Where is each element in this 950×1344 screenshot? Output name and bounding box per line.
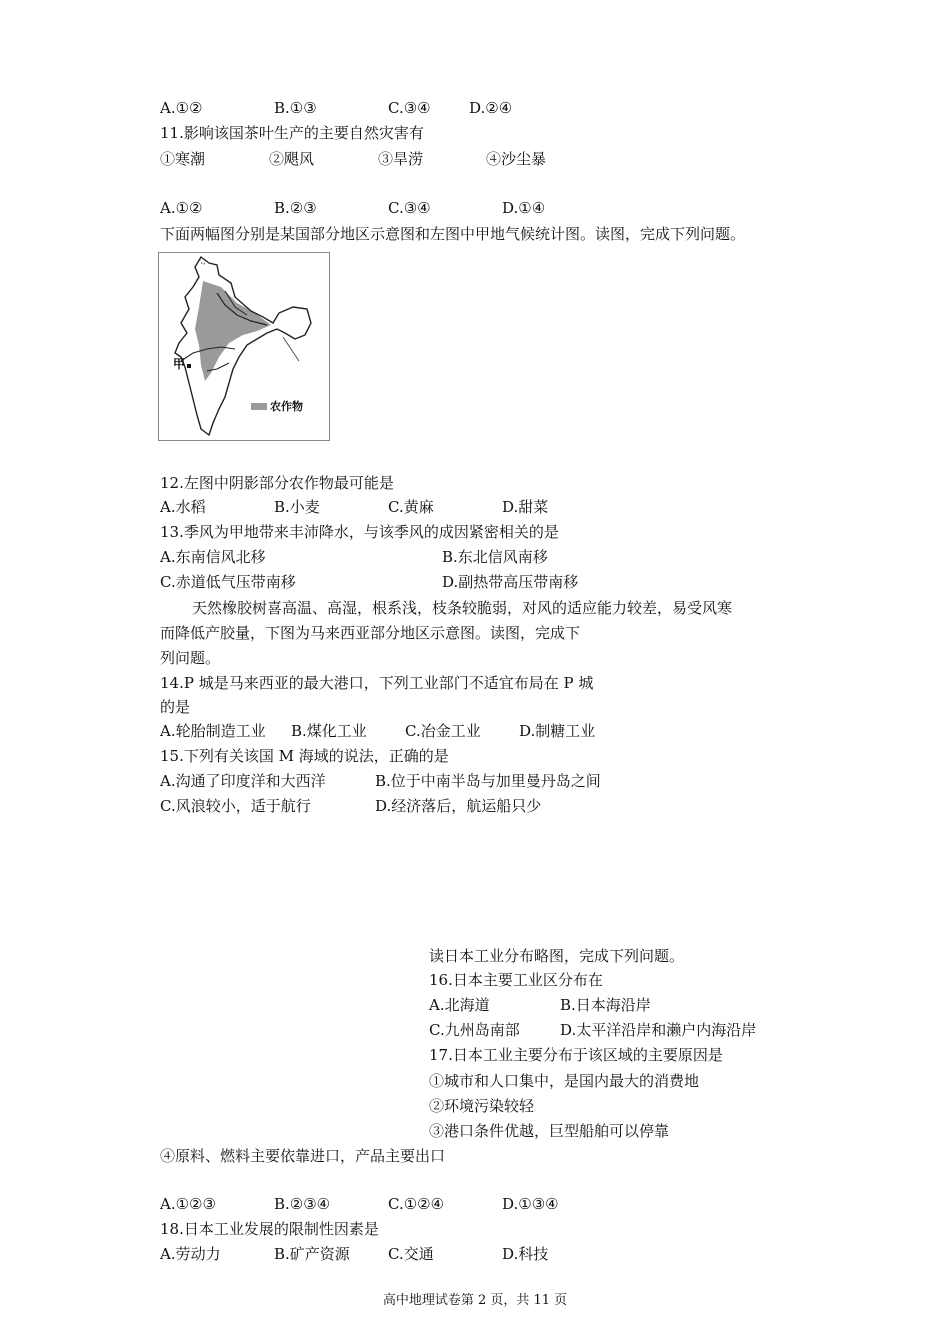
q15-option-c: C.风浪较小，适于航行 bbox=[160, 797, 311, 815]
q10-option-a: A.①② bbox=[160, 99, 203, 117]
legend-label: 农作物 bbox=[270, 400, 303, 413]
q11-option-b: B.②③ bbox=[274, 199, 317, 217]
q14-option-b: B.煤化工业 bbox=[291, 722, 367, 740]
q13-stem: 13.季风为甲地带来丰沛降水，与该季风的成因紧密相关的是 bbox=[160, 523, 559, 541]
q11-option-c: C.③④ bbox=[388, 199, 431, 217]
q14-stem-line1: 14.P 城是马来西亚的最大港口，下列工业部门不适宜布局在 P 城 bbox=[160, 674, 594, 692]
q12-option-c: C.黄麻 bbox=[388, 498, 434, 516]
q18-option-a: A.劳动力 bbox=[160, 1245, 221, 1263]
q11-item-1: ①寒潮 bbox=[160, 150, 206, 168]
q17-item-1: ①城市和人口集中，是国内最大的消费地 bbox=[429, 1072, 700, 1090]
q15-option-a: A.沟通了印度洋和大西洋 bbox=[160, 772, 326, 790]
q18-stem: 18.日本工业发展的限制性因素是 bbox=[160, 1220, 379, 1238]
q15-option-d: D.经济落后，航运船只少 bbox=[375, 797, 542, 815]
q13-option-d: D.副热带高压带南移 bbox=[442, 573, 579, 591]
q17-option-a: A.①②③ bbox=[160, 1195, 216, 1213]
malaysia-intro-line3: 列问题。 bbox=[160, 649, 221, 667]
q13-option-a: A.东南信风北移 bbox=[160, 548, 266, 566]
q12-stem: 12.左图中阴影部分农作物最可能是 bbox=[160, 474, 394, 492]
q11-option-d: D.①④ bbox=[502, 199, 546, 217]
q18-option-d: D.科技 bbox=[502, 1245, 549, 1263]
q17-option-b: B.②③④ bbox=[274, 1195, 331, 1213]
q14-option-d: D.制糖工业 bbox=[519, 722, 596, 740]
q11-option-a: A.①② bbox=[160, 199, 203, 217]
q16-option-a: A.北海道 bbox=[429, 996, 490, 1014]
q17-item-2: ②环境污染较轻 bbox=[429, 1097, 535, 1115]
india-map bbox=[158, 252, 330, 441]
india-map-drawing bbox=[159, 253, 329, 440]
q11-stem: 11.影响该国茶叶生产的主要自然灾害有 bbox=[160, 124, 424, 142]
page-footer: 高中地理试卷第 2 页，共 11 页 bbox=[382, 1293, 568, 1308]
india-intro: 下面两幅图分别是某国部分地区示意图和左图中甲地气候统计图。读图，完成下列问题。 bbox=[160, 225, 746, 243]
q16-stem: 16.日本主要工业区分布在 bbox=[429, 971, 603, 989]
q12-option-a: A.水稻 bbox=[160, 498, 206, 516]
q14-option-c: C.冶金工业 bbox=[405, 722, 481, 740]
q10-option-c: C.③④ bbox=[388, 99, 431, 117]
q10-option-b: B.①③ bbox=[274, 99, 317, 117]
japan-intro: 读日本工业分布略图，完成下列问题。 bbox=[429, 947, 685, 965]
malaysia-intro-line1: 天然橡胶树喜高温、高湿，根系浅，枝条较脆弱，对风的适应能力较差，易受风寒 bbox=[192, 599, 733, 617]
q17-item-4: ④原料、燃料主要依靠进口，产品主要出口 bbox=[160, 1147, 446, 1165]
q11-item-3: ③旱涝 bbox=[378, 150, 424, 168]
q12-option-b: B.小麦 bbox=[274, 498, 320, 516]
q13-option-b: B.东北信风南移 bbox=[442, 548, 548, 566]
q18-option-b: B.矿产资源 bbox=[274, 1245, 350, 1263]
q10-option-d: D.②④ bbox=[469, 99, 513, 117]
q14-stem-line2: 的是 bbox=[160, 698, 191, 716]
legend-swatch bbox=[251, 403, 267, 410]
q16-option-c: C.九州岛南部 bbox=[429, 1021, 520, 1039]
q18-option-c: C.交通 bbox=[388, 1245, 434, 1263]
q15-stem: 15.下列有关该国 M 海域的说法，正确的是 bbox=[160, 747, 449, 765]
q11-item-4: ④沙尘暴 bbox=[486, 150, 547, 168]
q17-option-d: D.①③④ bbox=[502, 1195, 559, 1213]
q11-item-2: ②飓风 bbox=[269, 150, 315, 168]
q17-item-3: ③港口条件优越，巨型船舶可以停靠 bbox=[429, 1122, 670, 1140]
q15-option-b: B.位于中南半岛与加里曼丹岛之间 bbox=[375, 772, 601, 790]
q13-option-c: C.赤道低气压带南移 bbox=[160, 573, 296, 591]
q17-option-c: C.①②④ bbox=[388, 1195, 445, 1213]
q16-option-d: D.太平洋沿岸和濑户内海沿岸 bbox=[560, 1021, 757, 1039]
q17-stem: 17.日本工业主要分布于该区域的主要原因是 bbox=[429, 1046, 723, 1064]
q16-option-b: B.日本海沿岸 bbox=[560, 996, 651, 1014]
jia-point-marker bbox=[187, 364, 191, 368]
q12-option-d: D.甜菜 bbox=[502, 498, 549, 516]
malaysia-intro-line2: 而降低产胶量，下图为马来西亚部分地区示意图。读图，完成下 bbox=[160, 624, 581, 642]
jia-label: 甲 bbox=[173, 357, 186, 371]
q14-option-a: A.轮胎制造工业 bbox=[160, 722, 266, 740]
